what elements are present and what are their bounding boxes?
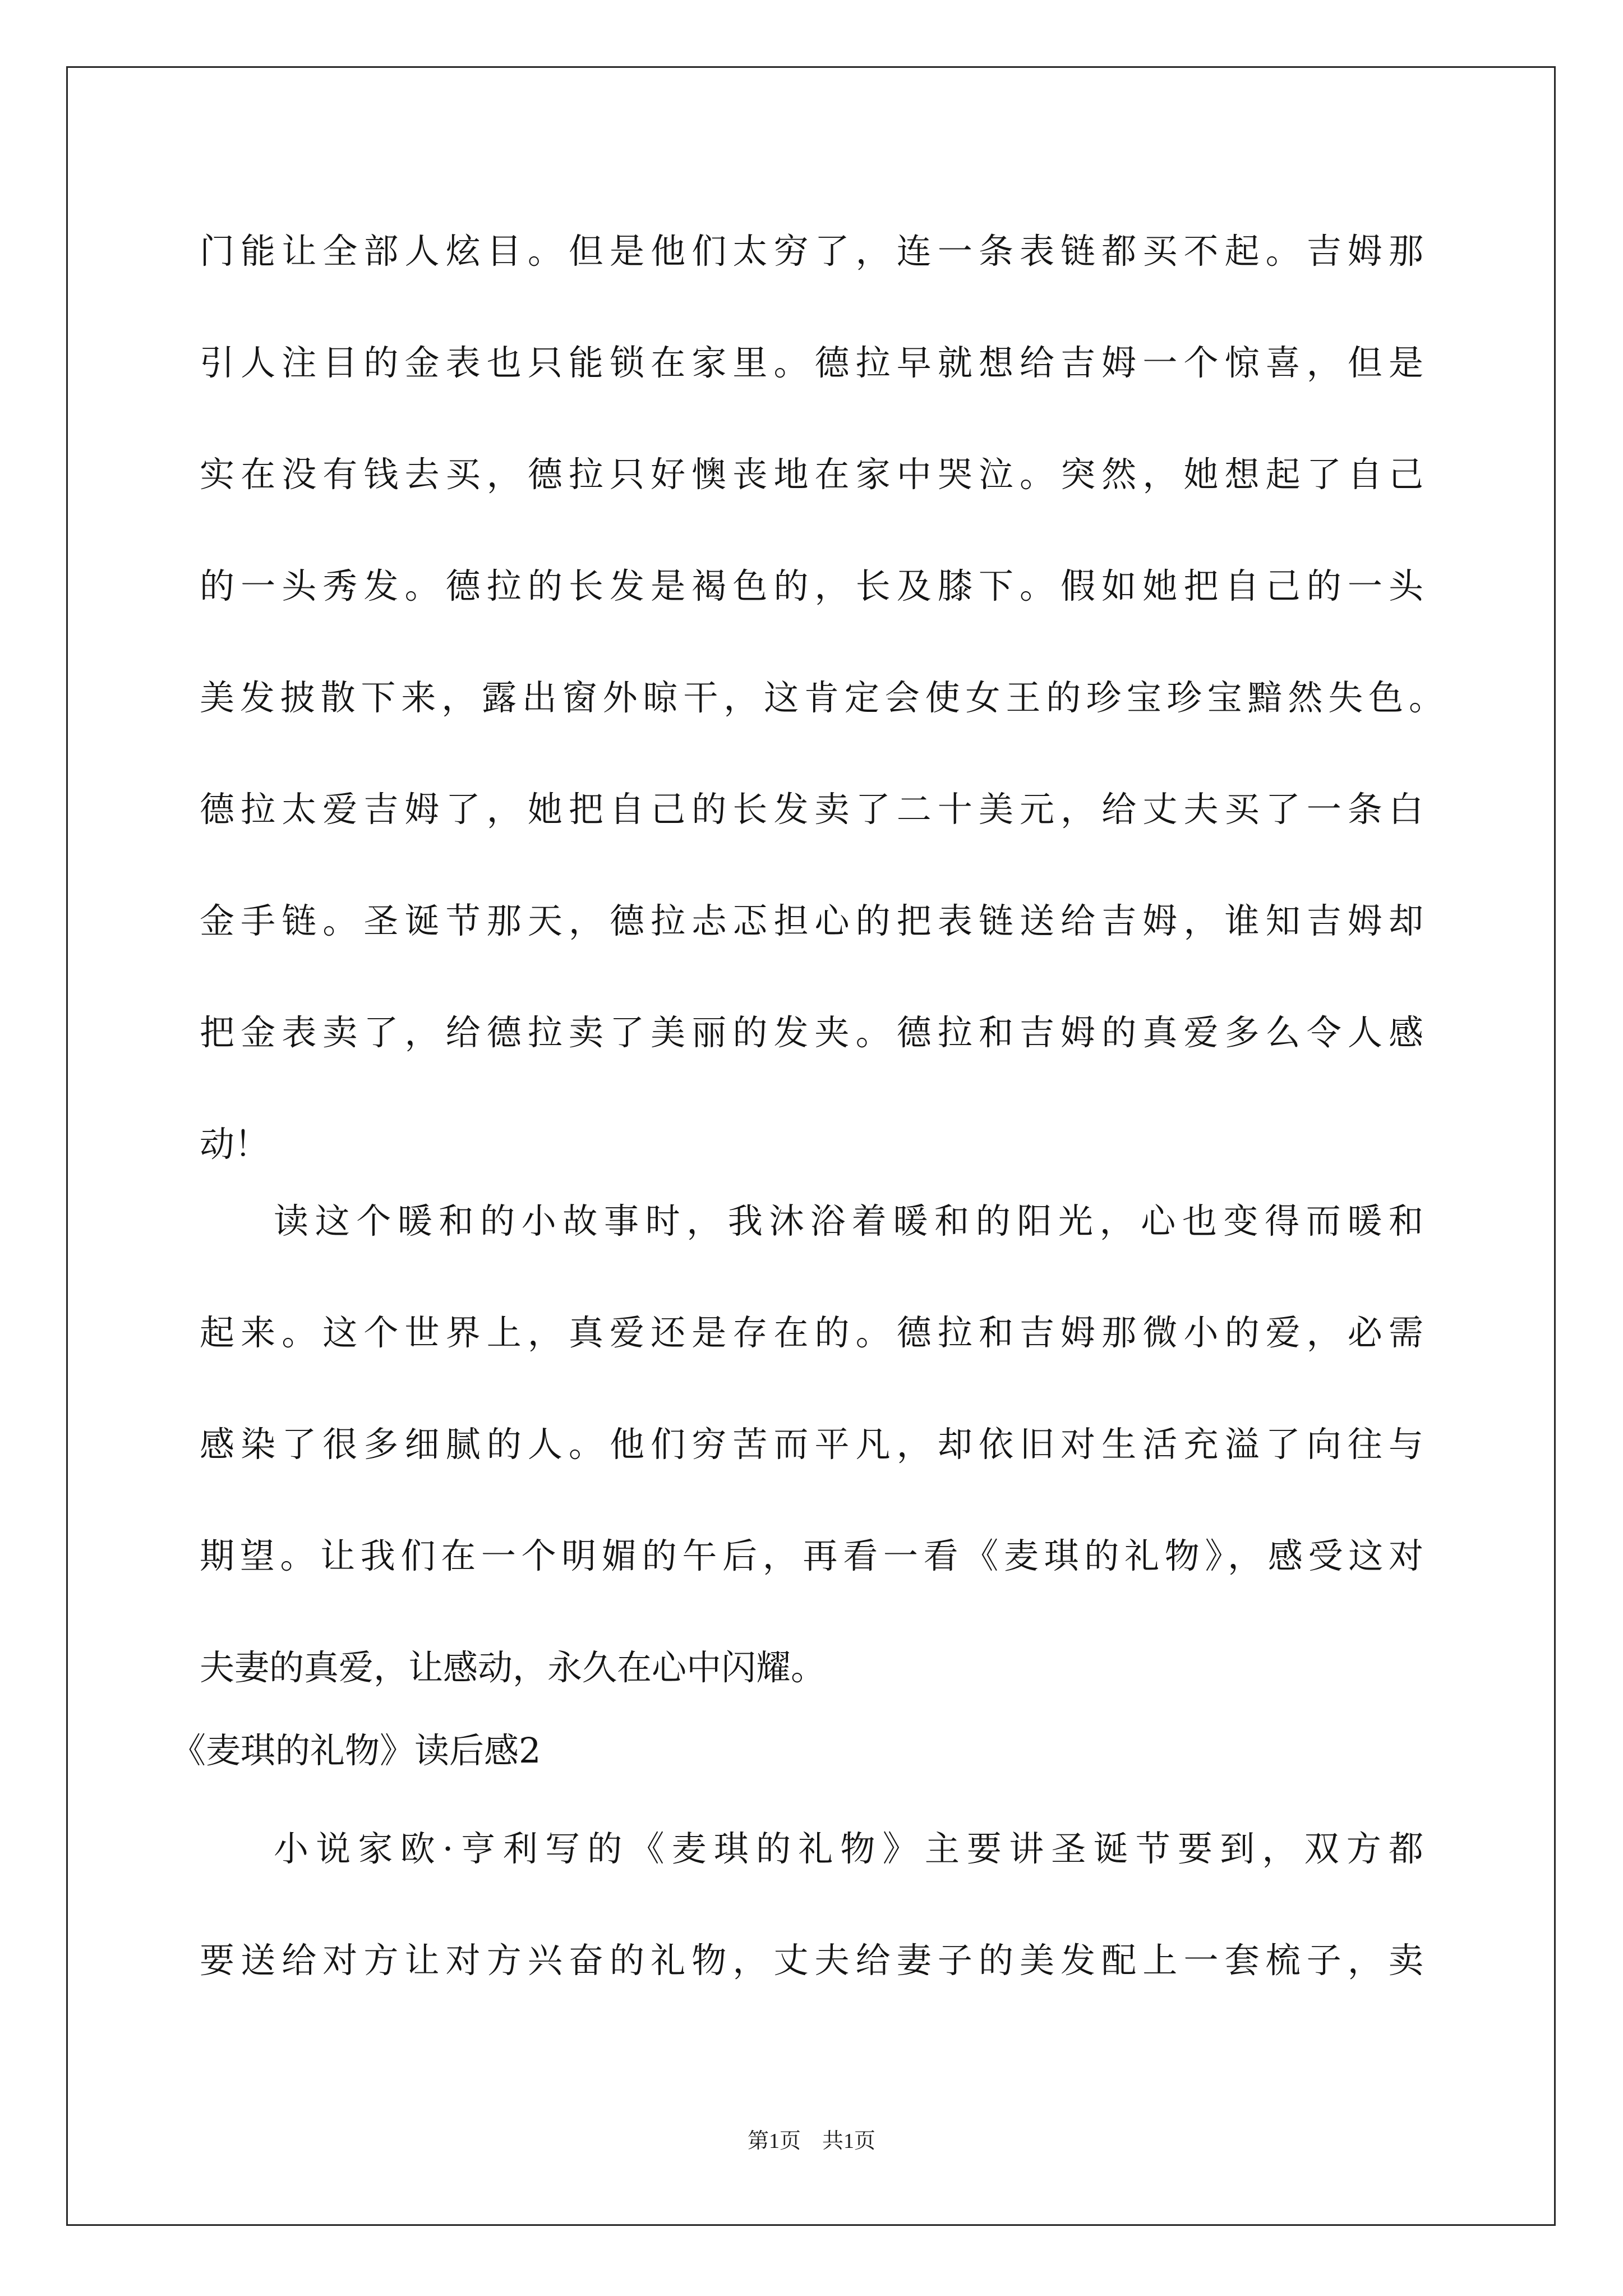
paragraph-line: 期望。让我们在一个明媚的午后，再看一看《麦琪的礼物》，感受这对 xyxy=(200,1535,1423,1576)
paragraph-line: 夫妻的真爱，让感动，永久在心中闪耀。 xyxy=(200,1647,826,1688)
paragraph-line: 起来。这个世界上，真爱还是存在的。德拉和吉姆那微小的爱，必需 xyxy=(200,1312,1423,1353)
paragraph-line: 引人注目的金表也只能锁在家里。德拉早就想给吉姆一个惊喜，但是 xyxy=(200,342,1423,383)
paragraph-line: 动！ xyxy=(200,1124,270,1165)
paragraph-line: 实在没有钱去买，德拉只好懊丧地在家中哭泣。突然，她想起了自己 xyxy=(200,454,1423,495)
page-border xyxy=(66,66,1556,2226)
paragraph-line: 门能让全部人炫目。但是他们太穷了，连一条表链都买不起。吉姆那 xyxy=(200,231,1423,272)
paragraph-line: 感染了很多细腻的人。他们穷苦而平凡，却依旧对生活充溢了向往与 xyxy=(200,1424,1423,1465)
paragraph-line: 把金表卖了，给德拉卖了美丽的发夹。德拉和吉姆的真爱多么令人感 xyxy=(200,1012,1423,1053)
paragraph-line: 要送给对方让对方兴奋的礼物，丈夫给妻子的美发配上一套梳子，卖 xyxy=(200,1940,1423,1981)
paragraph-line: 小说家欧·亨利写的《麦琪的礼物》主要讲圣诞节要到，双方都 xyxy=(274,1828,1423,1869)
paragraph-line: 美发披散下来，露出窗外晾干，这肯定会使女王的珍宝珍宝黯然失色。 xyxy=(200,677,1444,718)
paragraph-line: 金手链。圣诞节那天，德拉忐忑担心的把表链送给吉姆，谁知吉姆却 xyxy=(200,900,1423,941)
paragraph-line: 读这个暖和的小故事时，我沐浴着暖和的阳光，心也变得而暖和 xyxy=(274,1200,1423,1241)
page-footer: 第1页 共1页 xyxy=(747,2129,875,2153)
paragraph-line: 的一头秀发。德拉的长发是褐色的，长及膝下。假如她把自己的一头 xyxy=(200,565,1423,606)
paragraph-line: 德拉太爱吉姆了，她把自己的长发卖了二十美元，给丈夫买了一条白 xyxy=(200,789,1423,830)
section-heading: 《麦琪的礼物》读后感2 xyxy=(171,1730,541,1771)
